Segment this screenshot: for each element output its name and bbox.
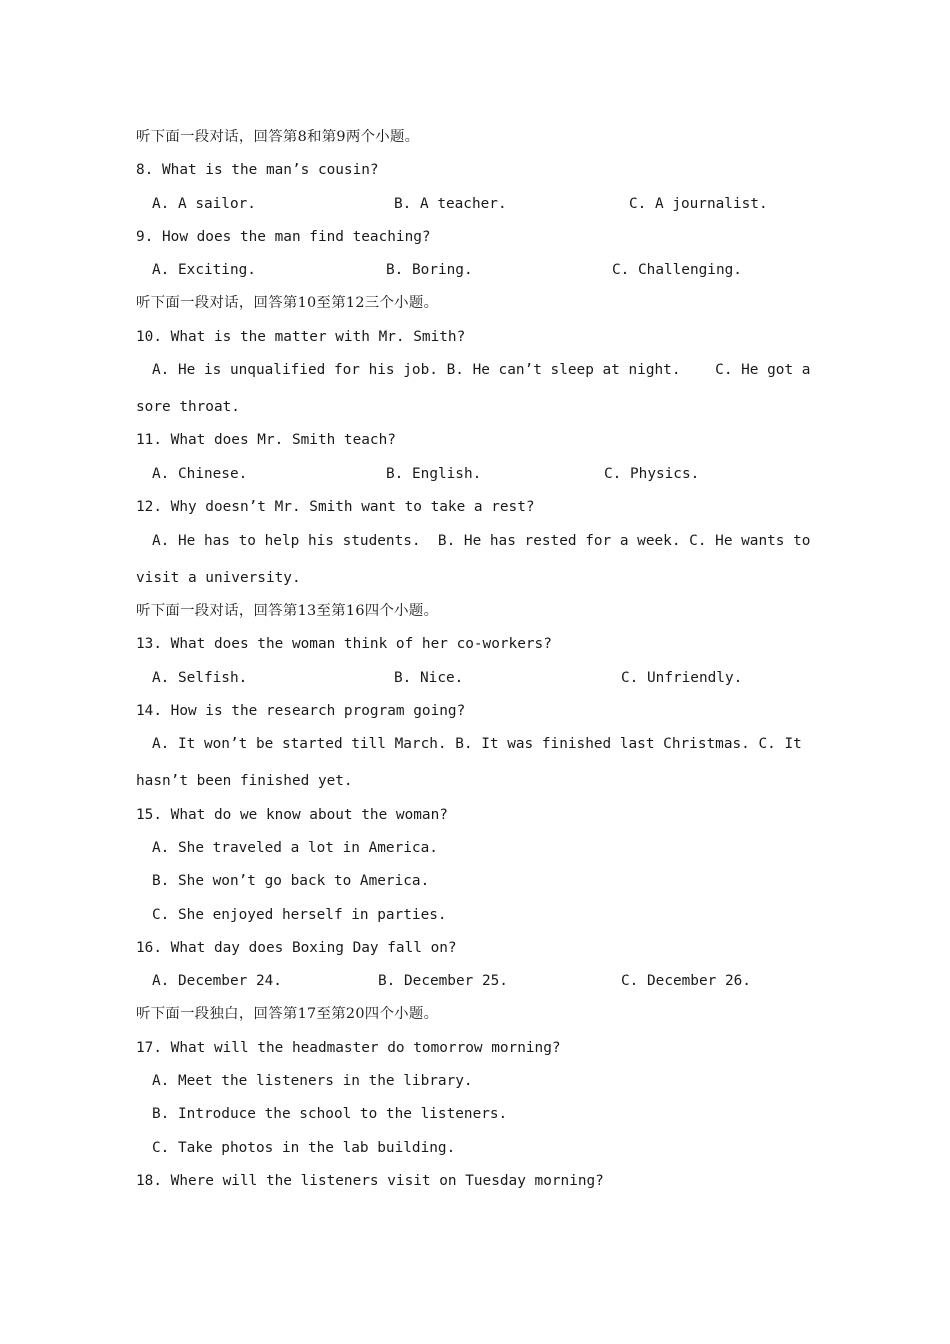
question-stem: 9. How does the man find teaching? — [136, 229, 431, 245]
section-instruction: 听下面一段独白，回答第17至第20四个小题。 — [136, 1006, 439, 1022]
question-stem: 18. Where will the listeners visit on Tuesday morning? — [136, 1173, 604, 1189]
option-a: A. Meet the listeners in the library. — [152, 1073, 473, 1089]
section-instruction: 听下面一段对话，回答第10至第12三个小题。 — [136, 295, 439, 311]
option-c: C. A journalist. — [629, 196, 768, 212]
section-instruction: 听下面一段对话，回答第13至第16四个小题。 — [136, 603, 439, 619]
option-b: B. Boring. — [386, 262, 473, 278]
option-b: B. She won’t go back to America. — [152, 873, 430, 889]
question-stem: 15. What do we know about the woman? — [136, 807, 448, 823]
question-stem: 12. Why doesn’t Mr. Smith want to take a rest? — [136, 499, 535, 515]
question-stem: 16. What day does Boxing Day fall on? — [136, 940, 457, 956]
question-stem: 14. How is the research program going? — [136, 703, 466, 719]
option-a: A. Selfish. — [152, 670, 248, 686]
option-a: A. Exciting. — [152, 262, 256, 278]
section-instruction: 听下面一段对话，回答第8和第9两个小题。 — [136, 129, 420, 145]
option-b: B. Nice. — [394, 670, 464, 686]
question-stem: 8. What is the man’s cousin? — [136, 162, 379, 178]
option-b: B. Introduce the school to the listeners. — [152, 1106, 508, 1122]
options-line: A. He is unqualified for his job. B. He can’t sleep at night. C. He got a — [152, 362, 811, 378]
option-b: B. A teacher. — [394, 196, 507, 212]
options-line: A. It won’t be started till March. B. It was finished last Christmas. C. It — [152, 736, 802, 752]
option-b: B. December 25. — [378, 973, 508, 989]
option-c: C. Physics. — [604, 466, 700, 482]
option-a: A. A sailor. — [152, 196, 256, 212]
options-line-continued: sore throat. — [136, 399, 240, 415]
option-a: A. Chinese. — [152, 466, 248, 482]
question-stem: 17. What will the headmaster do tomorrow morning? — [136, 1040, 561, 1056]
option-c: C. Take photos in the lab building. — [152, 1140, 456, 1156]
option-a: A. She traveled a lot in America. — [152, 840, 438, 856]
option-c: C. December 26. — [621, 973, 751, 989]
option-a: A. December 24. — [152, 973, 282, 989]
question-stem: 11. What does Mr. Smith teach? — [136, 432, 396, 448]
options-line: A. He has to help his students. B. He has rested for a week. C. He wants to — [152, 533, 811, 549]
options-line-continued: hasn’t been finished yet. — [136, 773, 353, 789]
option-c: C. Unfriendly. — [621, 670, 743, 686]
question-stem: 13. What does the woman think of her co-workers? — [136, 636, 552, 652]
options-line-continued: visit a university. — [136, 570, 301, 586]
option-c: C. She enjoyed herself in parties. — [152, 907, 447, 923]
option-c: C. Challenging. — [612, 262, 742, 278]
question-stem: 10. What is the matter with Mr. Smith? — [136, 329, 466, 345]
option-b: B. English. — [386, 466, 482, 482]
